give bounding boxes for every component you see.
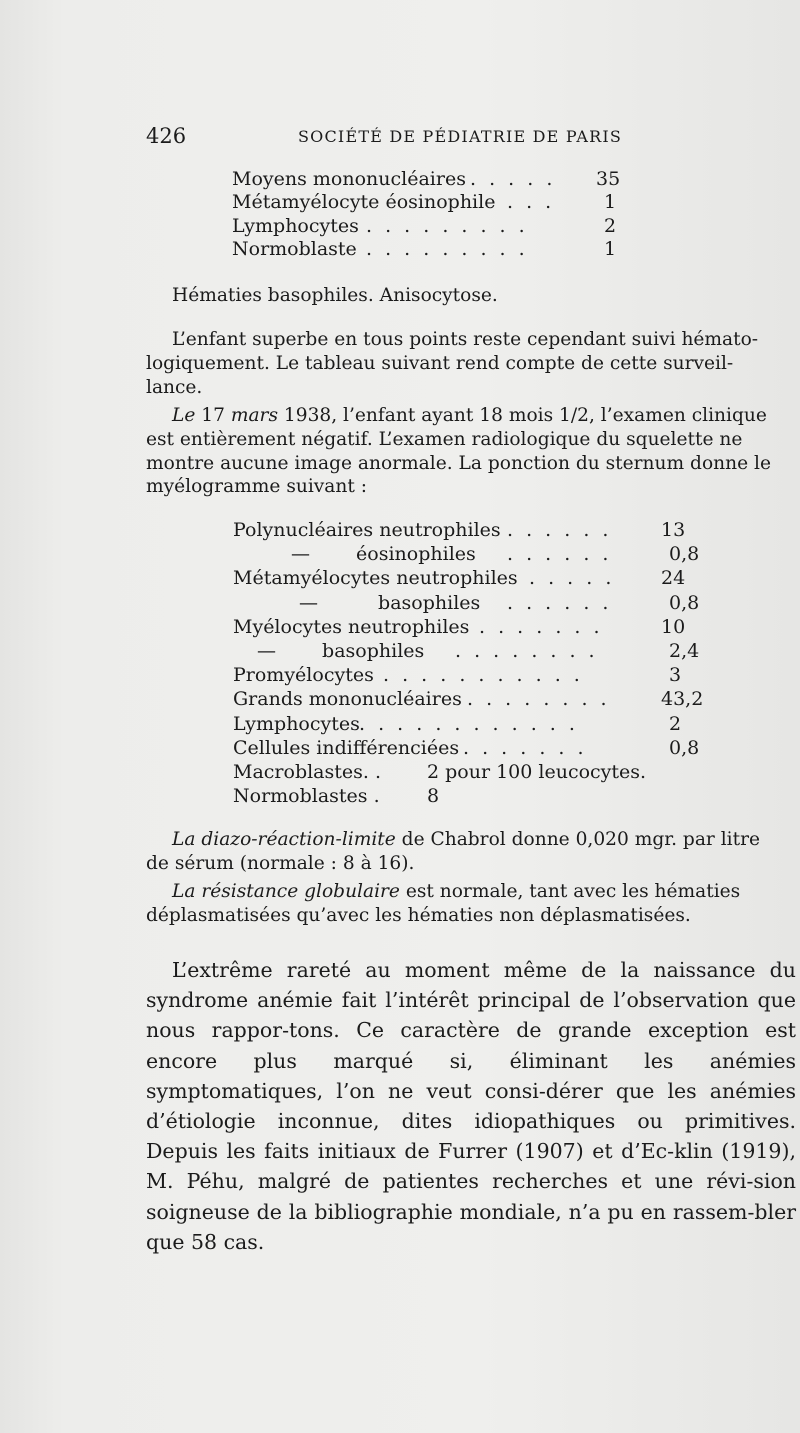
row-label: Lymphocytes <box>232 214 359 237</box>
row-leader: . . . . . . . . <box>467 688 611 711</box>
row-leader: . . . . . . . . <box>455 639 599 662</box>
row-value: 13 <box>661 519 686 541</box>
table-row <box>233 687 713 711</box>
row-label: Polynucléaires neutrophiles <box>233 519 501 541</box>
row-value: 10 <box>661 615 686 638</box>
row-value: 43,2 <box>661 688 704 711</box>
row-leader: . . . . . <box>470 168 556 190</box>
page-header <box>146 124 646 154</box>
row-leader: . . . . . . . <box>463 736 588 759</box>
myelogram-table <box>233 518 713 808</box>
row-label: Normoblaste <box>232 237 357 260</box>
row-leader: . . . . . . . . . <box>366 237 529 260</box>
row-label: Cellules indifférenciées <box>233 736 460 759</box>
table-row <box>232 238 652 261</box>
row-leader: . . . <box>507 191 555 214</box>
row-label: — éosinophiles <box>291 543 476 566</box>
table-row <box>233 639 713 663</box>
table-row <box>233 518 713 542</box>
paragraph <box>146 828 786 876</box>
row-leader: . . . . . <box>529 567 615 590</box>
row-leader: . . . . . . . . . . . <box>383 664 584 687</box>
closing-paragraph <box>146 955 796 1257</box>
row-leader: . . . . . . <box>507 519 612 541</box>
table-row <box>233 736 713 760</box>
row-value: 1 <box>604 237 617 260</box>
row-leader: . . . . . . . . . <box>366 214 529 237</box>
table-row <box>233 712 713 736</box>
row-label: Moyens mononucléaires <box>232 168 466 190</box>
paragraph-text: L’enfant superbe en tous points reste cependant suivi hémato-logiquement. Le tableau suivant rend compte de cette surveil-lance. <box>146 329 759 398</box>
paragraph-text: Le 17 mars 1938, l’enfant ayant 18 mois 1/2, l’examen clinique est entièrement négatif. L’examen radiologique du squelette ne montre aucune image anormale. La ponction du sternum donne le myélogramme suivant : <box>146 405 771 498</box>
table-row <box>232 168 652 191</box>
row-leader: . . . . . . <box>507 591 612 614</box>
running-title: SOCIÉTÉ DE PÉDIATRIE DE PARIS <box>298 127 623 146</box>
table-row <box>232 215 652 238</box>
paragraph-text: Hématies basophiles. Anisocytose. <box>172 285 498 306</box>
row-label: Promyélocytes <box>233 664 374 687</box>
row-value: 1 <box>604 191 617 214</box>
paragraph-text: La diazo-réaction-limite de Chabrol donne 0,020 mgr. par litre de sérum (normale : 8 à 16). <box>146 829 760 874</box>
italic-lead: Le <box>172 405 196 426</box>
row-value: 35 <box>596 168 621 190</box>
row-label: Normoblastes . <box>233 785 380 808</box>
page-number: 426 <box>146 124 187 148</box>
row-label: — basophiles <box>299 591 481 614</box>
row-leader: . . . . . . . <box>479 615 604 638</box>
row-value: 8 <box>427 785 440 808</box>
italic-month: mars <box>230 405 278 426</box>
row-value: 3 <box>669 664 682 687</box>
row-value: 2 <box>669 712 682 735</box>
row-value: 2,4 <box>669 639 700 662</box>
paragraph-text: L’extrême rareté au moment même de la naissance du syndrome anémie fait l’intérêt principal de l’observation que nous rappor-tons. Ce caractère de grande exception est encore plus marqué si, éliminant les anémies symptomatiques, l’on ne veut consi-dérer que les anémies d’étiologie inconnue, dites idiopathiques ou primitives. Depuis les faits initiaux de Furrer (1907) et d’Ec-klin (1919), M. Péhu, malgré de patientes recherches et une révi-sion soigneuse de la bibliographie mondiale, n’a pu en rassem-bler que 58 cas. <box>146 958 796 1254</box>
table-row <box>233 784 713 808</box>
row-label: Grands mononucléaires <box>233 688 462 711</box>
row-label: Myélocytes neutrophiles <box>233 615 470 638</box>
table-row <box>232 191 652 214</box>
blood-count-table <box>232 168 652 261</box>
table-row <box>233 663 713 687</box>
row-value: 0,8 <box>669 736 700 759</box>
table-row <box>233 566 713 590</box>
paragraph-text: La résistance globulaire est normale, tant avec les hématies déplasmatisées qu’avec les hématies non déplasmatisées. <box>146 881 741 926</box>
row-label: Lymphocytes <box>233 712 360 735</box>
paragraph <box>146 284 786 308</box>
row-label: Macroblastes. . <box>233 760 382 783</box>
italic-term: La résistance globulaire <box>172 881 400 902</box>
row-value: 24 <box>661 567 686 590</box>
paragraph <box>146 328 786 399</box>
row-value: 0,8 <box>669 543 700 566</box>
paragraph <box>146 404 786 499</box>
row-value: 2 <box>604 214 617 237</box>
row-leader: . . . . . . . . . . . . <box>359 712 579 735</box>
row-leader: . . . . . . <box>507 543 612 566</box>
row-value: 2 pour 100 leucocytes. <box>427 760 647 783</box>
table-row <box>233 591 713 615</box>
table-row <box>233 542 713 566</box>
row-label: — basophiles <box>257 639 425 662</box>
table-row <box>233 615 713 639</box>
paragraph <box>146 880 786 928</box>
row-label: Métamyélocyte éosinophile <box>232 191 496 214</box>
row-label: Métamyélocytes neutrophiles <box>233 567 518 590</box>
table-row <box>233 760 713 784</box>
row-value: 0,8 <box>669 591 700 614</box>
italic-term: La diazo-réaction-limite <box>172 829 396 850</box>
